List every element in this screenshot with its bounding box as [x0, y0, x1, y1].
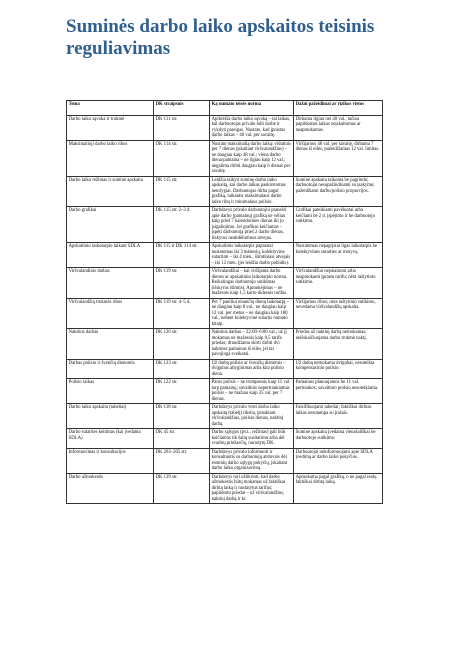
cell-norm: Darbdavys privalo informuoti ir konsultuotis su darbuotojų atstovais dėl esminių darbo sąlygų pokyčių, įskaitant darbo laiko organizavimą. — [210, 448, 294, 473]
cell-topic: Naktinis darbas — [67, 329, 154, 360]
cell-risks: Viršijamos 48 val. per savaitę, dirbama 7 dienas iš eilės, pažeidžiamas 12 val. limitas. — [294, 140, 383, 176]
table-row — [67, 243, 383, 268]
cell-article: DK 114 str. — [154, 140, 210, 176]
cell-topic: Darbo užmokestis — [67, 473, 154, 504]
legal-regulation-table — [66, 100, 383, 504]
table-row — [67, 473, 383, 504]
cell-norm: Apibrėžia darbo laiko sąvoką – tai laikas, kai darbuotojas privalo būti darbe ir vykdyti pareigas. Nustato, kad įprastas darbo laikas – 40 val. per savaitę. — [210, 115, 294, 140]
cell-norm: Apskaitinis laikotarpis paprastai nustatomas iki 3 mėnesių, kolektyvine sutartimi – iki 4 mėn., išimtiniais atvejais – iki 12 mėn. (jei leidžia darbo pobūdis). — [210, 243, 294, 268]
table-row — [67, 268, 383, 299]
cell-risks: Darbuotojai neinformuojami apie SDLA įvedimą ar darbo laiko pokyčius. — [294, 448, 383, 473]
cell-article: DK 111 str. — [154, 115, 210, 140]
header-cell-topic: Tema — [67, 101, 154, 116]
cell-risks: Nustatomas nepagrįstai ilgas laikotarpis be kolektyvinės sutarties ar motyvų. — [294, 243, 383, 268]
cell-article: DK 119 str. — [154, 268, 210, 299]
table-row — [67, 359, 383, 378]
cell-article: DK 115 str. 2–3 d. — [154, 207, 210, 243]
cell-article: DK 120 str. — [154, 329, 210, 360]
cell-article: DK 123 str. — [154, 359, 210, 378]
header-cell-norm: Ką numato teisės norma — [210, 101, 294, 116]
table-row — [67, 379, 383, 404]
cell-topic: Viršvalandžių trukmės ribos — [67, 298, 154, 329]
cell-norm: Viršvalandžiai – kai viršijama darbo dienos ar apskaitinio laikotarpio norma. Reikalingas darbuotojo sutikimas (išskyrus išimtis). Apmokėjimas – ne mažesnis kaip 1,5 karto didesnis tarifas. — [210, 268, 294, 299]
document-title — [66, 16, 426, 60]
table-row — [67, 176, 383, 207]
cell-norm: Už darbą poilsio ar švenčių dienomis – dvigubas atlyginimas arba kita poilsio diena. — [210, 359, 294, 378]
cell-topic: Maksimalioji darbo laiko ribos — [67, 140, 154, 176]
cell-article: DK 122 str. — [154, 379, 210, 404]
header-cell-article: DK straipsnis — [154, 101, 210, 116]
cell-risks: Suminė apskaita įvedama vienašališkai be darbuotojo sutikimo. — [294, 429, 383, 448]
cell-topic: Darbo laiko režimas ir suminė apskaita — [67, 176, 154, 207]
cell-topic: Darbo laiko apskaita (tabeliai) — [67, 404, 154, 429]
cell-risks: Pamainos planuojamos be 11 val. pertraukos; savaitinio poilsio nesuteikiama. — [294, 379, 383, 404]
cell-article: DK 203–205 str. — [154, 448, 210, 473]
cell-norm: Darbdavys turi užtikrinti, kad darbo užmokestis būtų mokamas už faktiškai dirbtą laiką ir nustatytus tarifus; papildomi priedai – už viršvalandžius, naktinį darbą ir kt. — [210, 473, 294, 504]
table-header-row — [67, 101, 383, 116]
cell-article: DK 118 str. — [154, 404, 210, 429]
cell-norm: Per 7 paeiliui einančių dienų laikotarpį – ne daugiau kaip 8 val.; ne daugiau kaip 12 val. per metus – ne daugiau kaip 180 val., nebent kolektyvinė sutartis numato kitaip. — [210, 298, 294, 329]
cell-risks: Viršijamos ribos; nėra raštytinio sutikimo, nevedama viršvalandžių apskaita. — [294, 298, 383, 329]
cell-norm: Leidžia taikyti suminę darbo laiko apskaitą, kai darbo laikas paskirstomas netolygiai. Darbuotojas dirba pagal grafiką, laikantis maksimalaus darbo laiko ribų ir minimalaus poilsio. — [210, 176, 294, 207]
cell-risks: Už darbą nemokama dvigubai, nesuteikta kompensacinio poilsio. — [294, 359, 383, 378]
table-row — [67, 429, 383, 448]
cell-risks: Suminė apskaita taikoma be pagrindo; darbuotojai nesupažindinami su įsakymu; pažeidžiami darbo/poilsio proporcijos. — [294, 176, 383, 207]
cell-topic: Apskaitinio laikotarpio taikant SDLA — [67, 243, 154, 268]
table-row — [67, 140, 383, 176]
table-row — [67, 448, 383, 473]
cell-topic: Informavimas ir konsultacijos — [67, 448, 154, 473]
cell-norm: Naktinis darbas – 22:00–6:00 val.; už jį mokamas ne mažesnis kaip 0,5 tarifo priedas; draudžiama skirti dirbti dvi naktines pamainas iš eilės, jei tai pavojinga sveikatai. — [210, 329, 294, 360]
cell-risks: Viršvalandžiai neįskaitomi arba neapmokami įprastu tarifu; nėra raštytinio sutikimo. — [294, 268, 383, 299]
cell-risks: Grafikai pateikiami pavėluotai arba keičiami be 2 d. įspėjimo ir be darbuotojo sutikimo. — [294, 207, 383, 243]
cell-norm: Paros poilsis – ne trumpesnis kaip 11 val. tarp pamainų; savaitinis nepertraukiamas poilsis – ne mažiau kaip 35 val. per 7 dienas. — [210, 379, 294, 404]
cell-risks: Dirbama ilgiau nei 40 val., tačiau papildomas laikas neįskaitomas ar neapmokamas. — [294, 115, 383, 140]
cell-norm: Darbdavys privalo vesti darbo laiko apskaitą (tabelį) tikslia, įtraukiant viršvalandžius, poilsio dienas, naktinį darbą. — [210, 404, 294, 429]
title-line-2: reguliavimas — [66, 38, 171, 59]
table-row — [67, 404, 383, 429]
cell-norm: Darbdavys privalo darbuotojui pranešti apie darbo (pamainų) grafiką ne vėliau kaip prieš 7 kalendorines dienas iki jo įsigaliojimo. Jei grafikas keičiamas – įspėti darbuotoją prieš 2 darbo dienas, išskyrus neatidėliotinus atvejus. — [210, 207, 294, 243]
cell-article: DK 139 str. — [154, 473, 210, 504]
cell-article: DK 45 str. — [154, 429, 210, 448]
title-line-1: Suminės darbo laiko apskaitos teisinis — [66, 16, 375, 37]
table-row — [67, 207, 383, 243]
cell-article: DK 119 str. 4–5 d. — [154, 298, 210, 329]
cell-topic: Darbo sutarties keitimas (kai įvedama SDLA) — [67, 429, 154, 448]
cell-topic: Viršvalandinis darbas — [67, 268, 154, 299]
cell-risks: Priedas už naktinį darbą nemokamas; neišskaičiuojama darbo trukmė naktį. — [294, 329, 383, 360]
cell-risks: Falsifikuojami tabeliai; faktiškai dirbtas laikas nesutampa su įrašais. — [294, 404, 383, 429]
table-row — [67, 298, 383, 329]
cell-topic: Poilsio laikas — [67, 379, 154, 404]
table-row — [67, 115, 383, 140]
cell-article: DK 115 str. — [154, 176, 210, 207]
cell-risks: Apmokama pagal grafiką, o ne pagal realų faktiškai dirbtą laiką. — [294, 473, 383, 504]
table-row — [67, 329, 383, 360]
cell-topic: Darbo grafikai — [67, 207, 154, 243]
cell-topic: Darbo laiko sąvoka ir trukmė — [67, 115, 154, 140]
header-cell-risks: Dažni pažeidimai ar rizikos vietos — [294, 101, 383, 116]
cell-norm: Darbo sąlygos (pvz., režimas) gali būti keičiamos tik šalių susitarimu arba dėl svarbių priežasčių, nurodytų DK. — [210, 429, 294, 448]
cell-norm: Nustato maksimalią darbo laiką: vidutinis per 7 dienas (įskaitant viršvalandžius) – ne daugiau kaip 48 val.; viena darbo diena/pamaina – ne ilgiau kaip 12 val.; negalima dirbti daugiau kaip 6 dienas per savaitę. — [210, 140, 294, 176]
cell-topic: Darbas poilsio ir švenčių dienomis — [67, 359, 154, 378]
cell-article: DK 115 ir DK 114 str. — [154, 243, 210, 268]
